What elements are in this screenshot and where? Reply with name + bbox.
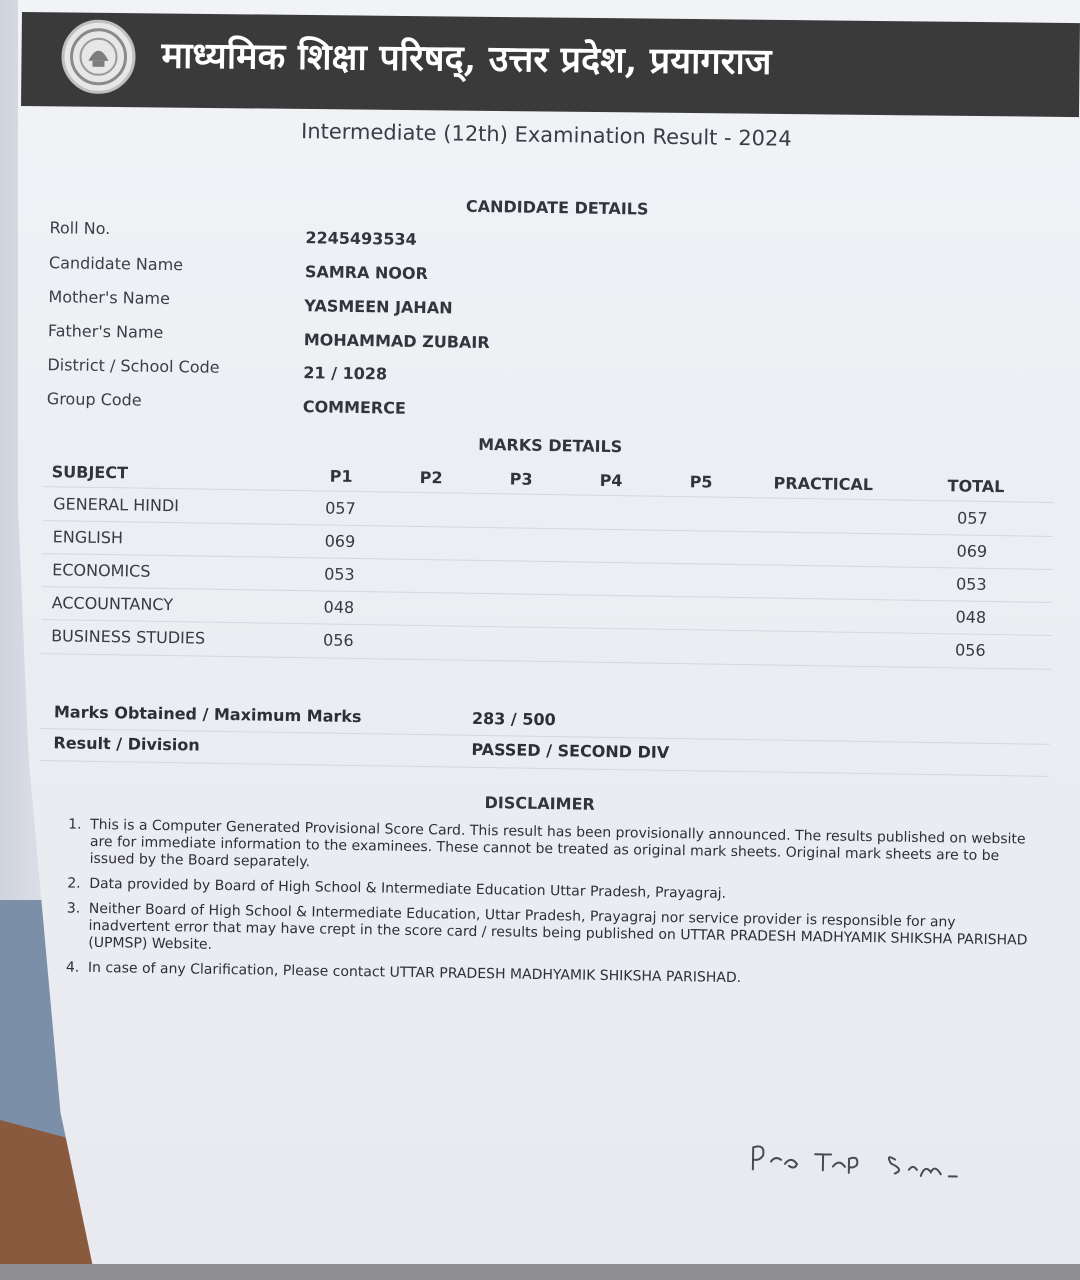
marks-obtained-label: Marks Obtained / Maximum Marks	[53, 702, 362, 727]
total-cell: 056	[954, 640, 986, 660]
mother-name-value: YASMEEN JAHAN	[304, 296, 453, 318]
disclaimer-item	[66, 901, 1035, 967]
disclaimer-item-text: Neither Board of High School & Intermediate Education, Uttar Pradesh, Prayagraj nor service provider is responsible for any inadvertent error that may have crept in the score card / results being published on UTTAR PRADESH MADHYAMIK SHIKSHA PARISHAD (UPMSP) Website.	[88, 900, 1028, 953]
district-school-code-label: District / School Code	[47, 355, 220, 377]
subject-cell: ENGLISH	[52, 527, 124, 548]
disclaimer-item-number: 2.	[67, 875, 81, 892]
p1-cell: 056	[322, 630, 354, 650]
candidate-name-label: Candidate Name	[48, 253, 184, 275]
column-header-total: TOTAL	[947, 476, 1005, 497]
result-division-label: Result / Division	[53, 733, 200, 755]
disclaimer-item-text: Data provided by Board of High School & Intermediate Education Uttar Pradesh, Prayagraj.	[89, 875, 727, 902]
father-name-value: MOHAMMAD ZUBAIR	[303, 330, 490, 353]
subject-cell: ACCOUNTANCY	[51, 593, 174, 615]
column-header-p1: P1	[329, 466, 353, 486]
group-code-value: COMMERCE	[302, 397, 407, 418]
total-cell: 069	[956, 541, 988, 561]
p1-cell: 048	[323, 597, 355, 617]
column-header-subject: SUBJECT	[51, 462, 129, 483]
board-title: माध्यमिक शिक्षा परिषद्, उत्तर प्रदेश, प्रयागराज	[161, 34, 772, 83]
p1-cell: 069	[324, 531, 356, 551]
subject-cell: BUSINESS STUDIES	[51, 626, 206, 648]
exam-title: Intermediate (12th) Examination Result - 2024	[300, 119, 792, 151]
marks-obtained-value: 283 / 500	[471, 708, 556, 730]
disclaimer-item-number: 3.	[66, 900, 81, 917]
disclaimer-item-number: 1.	[68, 816, 82, 833]
p1-cell: 057	[325, 498, 356, 518]
result-division-value: PASSED / SECOND DIV	[471, 739, 670, 762]
group-code-label: Group Code	[46, 389, 142, 410]
mother-name-label: Mother's Name	[48, 287, 171, 309]
disclaimer-item-number: 4.	[65, 959, 80, 976]
candidate-name-value: SAMRA NOOR	[304, 262, 429, 284]
column-header-p5: P5	[689, 472, 713, 492]
district-school-code-value: 21 / 1028	[303, 363, 388, 384]
candidate-details-heading: CANDIDATE DETAILS	[465, 196, 649, 219]
column-header-p3: P3	[509, 469, 533, 489]
column-header-practical: PRACTICAL	[773, 473, 874, 495]
column-header-p2: P2	[419, 467, 443, 488]
total-cell: 057	[956, 508, 988, 528]
roll-no-value: 2245493534	[305, 228, 417, 249]
p1-cell: 053	[324, 564, 355, 584]
disclaimer-item-text: In case of any Clarification, Please contact UTTAR PRADESH MADHYAMIK SHIKSHA PARISHAD.	[87, 959, 742, 987]
disclaimer-heading: DISCLAIMER	[484, 793, 595, 814]
subject-cell: ECONOMICS	[52, 560, 151, 581]
summary-divider	[39, 760, 1049, 777]
total-cell: 048	[955, 607, 987, 627]
disclaimer-item-text: This is a Computer Generated Provisional Score Card. This result has been provisionally announced. The results published on website are for immediate information to the examinees. These cannot be treated as original mark sheets. Original mark sheets are to be issued by the Board separately.	[89, 816, 1026, 871]
marks-details-heading: MARKS DETAILS	[478, 434, 623, 457]
disclaimer-list	[66, 817, 1037, 1000]
column-header-p4: P4	[599, 470, 623, 491]
subject-cell: GENERAL HINDI	[53, 494, 180, 516]
father-name-label: Father's Name	[47, 321, 164, 342]
roll-no-label: Roll No.	[49, 218, 111, 239]
disclaimer-item	[68, 817, 1037, 883]
total-cell: 053	[955, 574, 987, 594]
handwritten-signature	[745, 1133, 986, 1187]
